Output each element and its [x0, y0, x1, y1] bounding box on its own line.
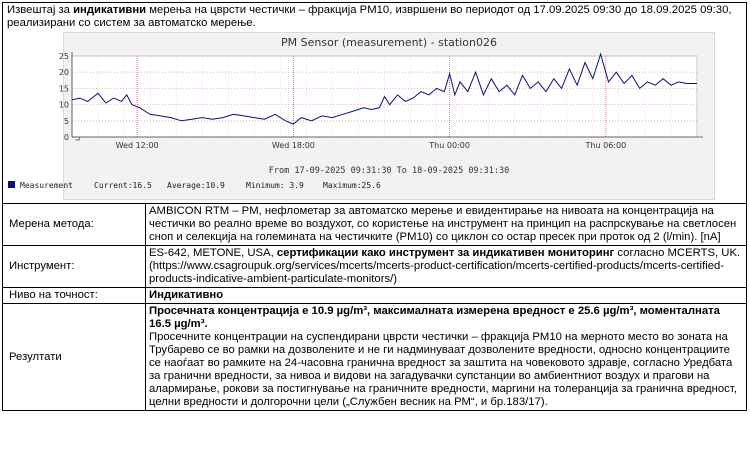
- y-tick-label: 15: [58, 84, 69, 94]
- content-accuracy: Индикативно: [146, 288, 747, 304]
- header-cell: [3, 3, 747, 204]
- report-table: [2, 2, 747, 411]
- y-tick-label: 20: [58, 68, 69, 78]
- x-tick-label: Thu 06:00: [585, 141, 627, 150]
- y-tick-label: 0: [63, 133, 69, 142]
- label-accuracy: Ниво на точност:: [3, 288, 146, 304]
- row-results: [3, 304, 747, 411]
- legend-swatch: [8, 181, 15, 188]
- label-instrument: Инструмент:: [3, 246, 146, 288]
- legend-maximum: Maximum:25.6: [323, 181, 381, 190]
- legend-minimum: Minimum: 3.9: [246, 181, 304, 190]
- x-tick-label: Thu 00:00: [429, 141, 470, 150]
- row-accuracy: [3, 288, 747, 304]
- instrument-cert: сертификации како инструмент за индикативен мониторинг: [276, 247, 615, 259]
- y-tick-label: 25: [58, 52, 69, 61]
- row-instrument: [3, 246, 747, 288]
- legend: [8, 181, 381, 190]
- results-body: Просечните концентрации на суспендирани цврсти честички – фракција PM10 на мерното место во зоната на Трубарево се во рамки на дозволените и не ги надминуваат дозволените вредности, односно концентрациите се наоѓаат во рамките на 24-часовна гранична вредност за заштита на човековото здравје, согласно Уредбата за гранични вредности, за нивоа и видови на загадувачки супстанции во амбиентниот воздух и прагови на алармирање, рокови за постигнување на граничните вредности, маргини на толеранција за гранична вредност, целни вредности и долгорочни цели („Службен весник на РМ“, и бр.183/17).: [149, 331, 737, 408]
- header-text-bold: индикативни: [73, 4, 147, 16]
- legend-label: Measurement: [20, 181, 73, 190]
- chart-panel: [20, 32, 715, 200]
- results-summary: Просечната концентрација е 10.9 µg/m³, максималната измерена вредност е 25.6 µg/m³, моменталната 16.5 µg/m³.: [149, 305, 720, 330]
- x-tick-label: Wed 18:00: [271, 141, 315, 150]
- header-text-part: Извештај за: [7, 4, 74, 16]
- plot-area: [59, 52, 703, 150]
- instrument-text: ES-642, METONE, USA,: [149, 247, 277, 259]
- legend-average: Average:10.9: [167, 181, 225, 190]
- header-text: [3, 3, 746, 30]
- content-results: [146, 304, 747, 411]
- pm-chart: [20, 33, 714, 199]
- content-method: AMBICON RTM – PM, нефлометар за автоматско мерење и евидентирање на нивоата на концентрација на честички во реално време во воздухот, со користење на инструмент на принцип на распрскување на светлосен сноп и селекција на големината на честичките (PM10) со циклон со остар пресек при проток од 2 (l/min). [nA]: [146, 204, 747, 246]
- legend-current: Current:16.5: [94, 181, 152, 190]
- range-text: From 17-09-2025 09:31:30 To 18-09-2025 09:31:30: [268, 166, 510, 176]
- chart-title: PM Sensor (measurement) - station026: [281, 36, 497, 49]
- label-method: Мерена метода:: [3, 204, 146, 246]
- report: [2, 2, 746, 411]
- row-method: [3, 204, 747, 246]
- y-tick-label: 10: [58, 100, 69, 110]
- label-results: Резултати: [3, 304, 146, 411]
- content-instrument: [146, 246, 747, 288]
- y-tick-label: 5: [63, 116, 69, 126]
- header-text-part: мерења на цврсти честички – фракција PM10, извршени во периодот од 17.09.2025 09:30 до 18.09.2025 09:30, реализирани со систем за автоматско мерење.: [7, 4, 732, 29]
- instrument-link-text: согласно MCERTS, UK. (https://www.csagroupuk.org/services/mcerts/mcerts-product-certification/mcerts-certified-products/mcerts-certified-products-indicative-ambient-particulate-monitors/): [149, 247, 741, 285]
- x-tick-label: Wed 12:00: [115, 141, 159, 150]
